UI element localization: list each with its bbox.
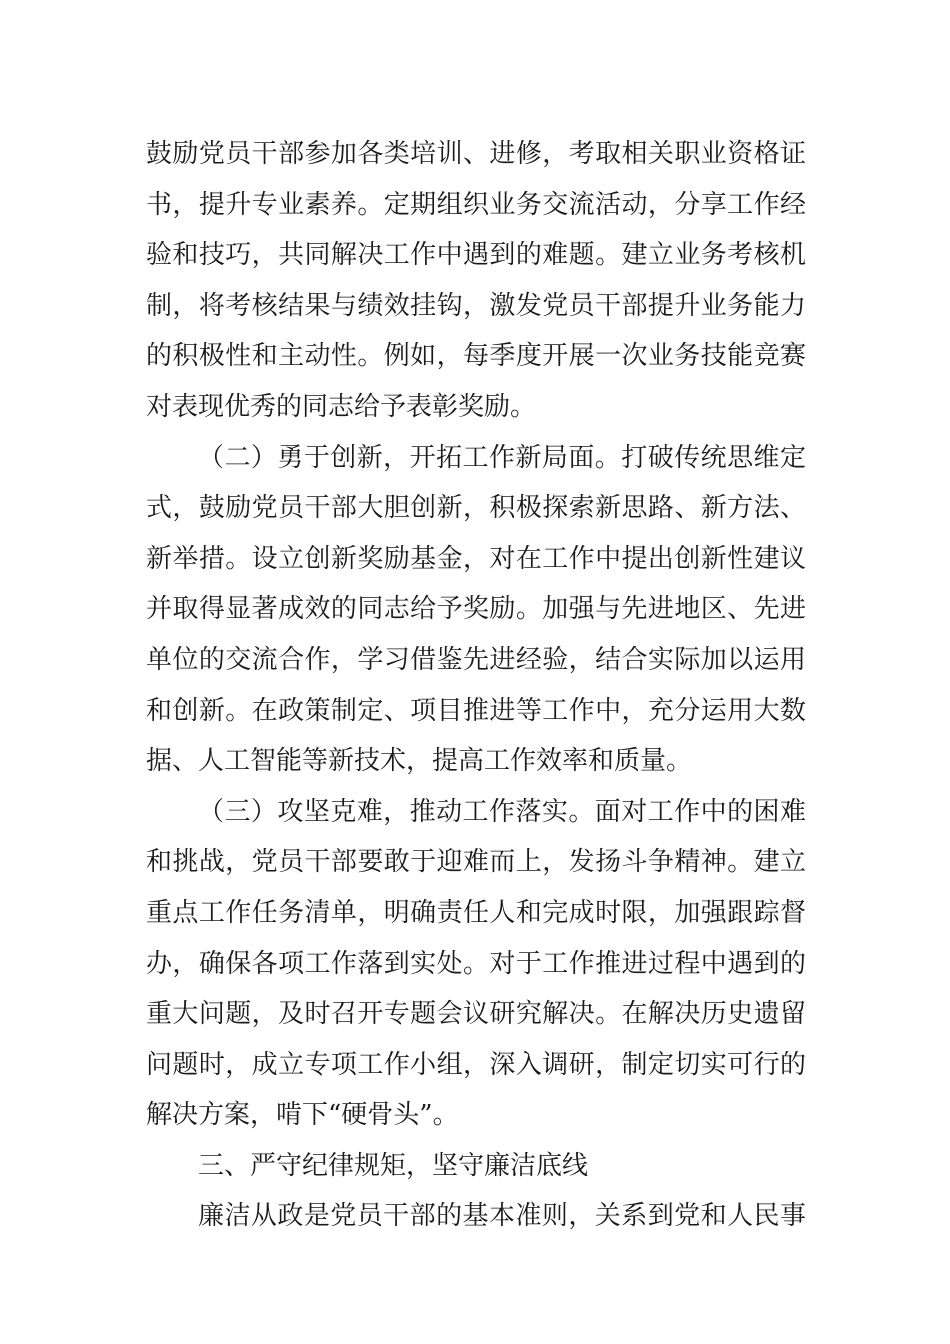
text-line: 和挑战，党员干部要敢于迎难而上，发扬斗争精神。建立	[146, 847, 806, 878]
text-line: 式，鼓励党员干部大胆创新，积极探索新思路、新方法、	[146, 493, 806, 524]
text-line: 问题时，成立专项工作小组，深入调研，制定切实可行的	[146, 1049, 806, 1080]
text-line: 制，将考核结果与绩效挂钩，激发党员干部提升业务能力	[146, 290, 806, 321]
section-heading-3: （三）攻坚克难，推动工作落实。面对工作中的困难	[198, 796, 806, 827]
text-line: 鼓励党员干部参加各类培训、进修，考取相关职业资格证	[146, 139, 806, 169]
text-line: 和创新。在政策制定、项目推进等工作中，充分运用大数	[146, 695, 806, 726]
text-line: 据、人工智能等新技术，提高工作效率和质量。	[146, 746, 693, 777]
text-line: 新举措。设立创新奖励基金，对在工作中提出创新性建议	[146, 543, 806, 574]
text-line: 办，确保各项工作落到实处。对于工作推进过程中遇到的	[146, 948, 806, 979]
text-line: 验和技巧，共同解决工作中遇到的难题。建立业务考核机	[146, 240, 806, 271]
section-heading-2: （二）勇于创新，开拓工作新局面。打破传统思维定	[198, 442, 806, 473]
text-line: 重大问题，及时召开专题会议研究解决。在解决历史遗留	[146, 999, 806, 1030]
text-line: 重点工作任务清单，明确责任人和完成时限，加强跟踪督	[146, 897, 806, 928]
text-line: 解决方案，啃下“硬骨头”。	[146, 1100, 459, 1131]
text-line: 对表现优秀的同志给予表彰奖励。	[146, 391, 537, 422]
text-line: 书，提升专业素养。定期组织业务交流活动，分享工作经	[146, 189, 806, 220]
text-line: 并取得显著成效的同志给予奖励。加强与先进地区、先进	[146, 594, 806, 625]
text-line: 单位的交流合作，学习借鉴先进经验，结合实际加以运用	[146, 644, 806, 675]
text-line: 廉洁从政是党员干部的基本准则，关系到党和人民事	[198, 1201, 806, 1232]
document-body	[146, 129, 806, 1242]
text-line: 的积极性和主动性。例如，每季度开展一次业务技能竞赛	[146, 341, 806, 372]
chapter-heading: 三、严守纪律规矩，坚守廉洁底线	[198, 1150, 589, 1181]
